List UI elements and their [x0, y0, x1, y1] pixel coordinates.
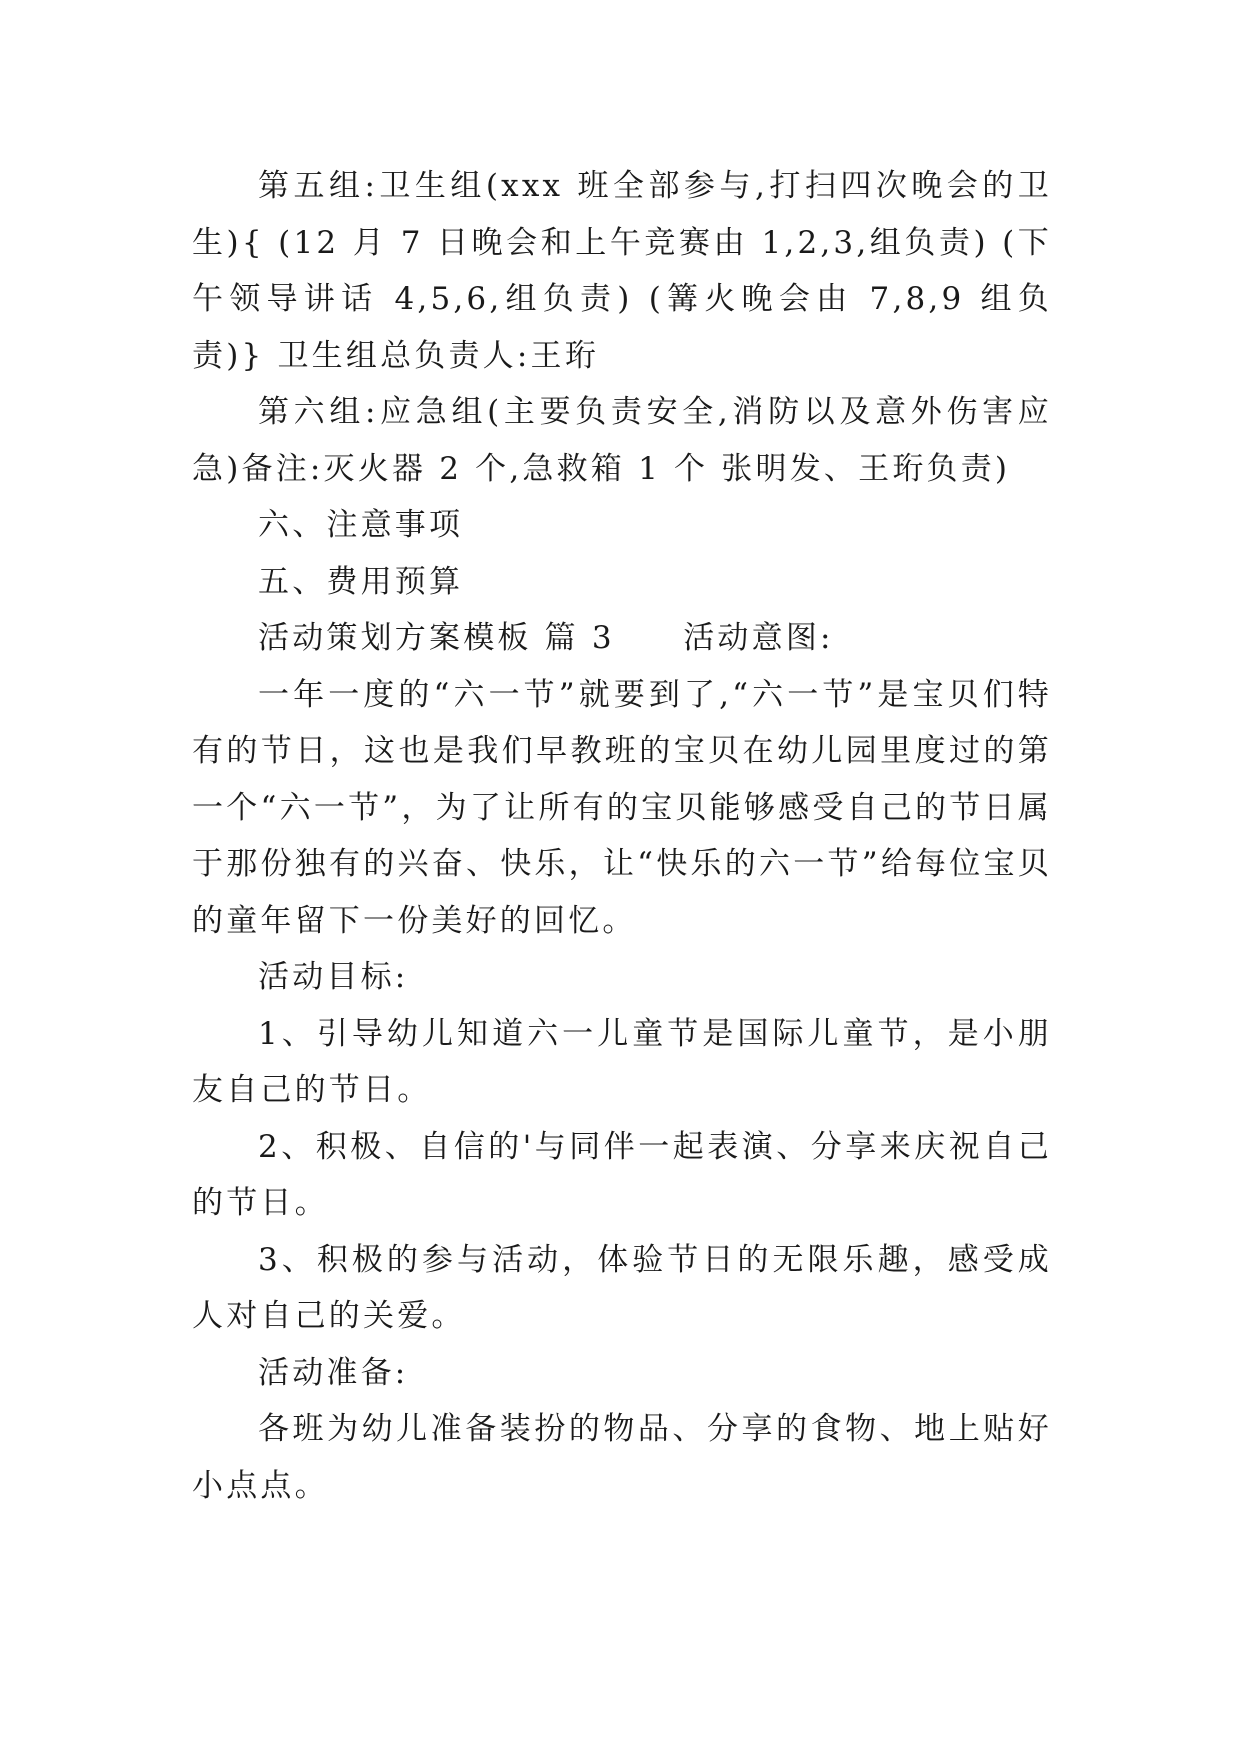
goal-item-2: 2、积极、自信的'与同伴一起表演、分享来庆祝自己的节日。 — [192, 1128, 1052, 1221]
paragraph-emergency-group: 第六组:应急组(主要负责安全,消防以及意外伤害应急)备注:灭火器 2 个,急救箱 1 个 张明发、王珩负责) — [192, 394, 1052, 487]
paragraph-preparation: 各班为幼儿准备装扮的物品、分享的食物、地上贴好小点点。 — [192, 1411, 1052, 1504]
heading-notes: 六、注意事项 — [258, 507, 464, 543]
paragraph-activity-intent: 一年一度的“六一节”就要到了,“六一节”是宝贝们特有的节日，这也是我们早教班的宝贝在幼儿园里度过的第一个“六一节”，为了让所有的宝贝能够感受自己的节日属于那份独有的兴奋、快乐，让“快乐的六一节”给每位宝贝的童年留下一份美好的回忆。 — [192, 676, 1052, 939]
paragraph-hygiene-group: 第五组:卫生组(xxx 班全部参与,打扫四次晚会的卫生){ (12 月 7 日晚会和上午竞赛由 1,2,3,组负责) (下午领导讲话 4,5,6,组负责) (篝火晚会由 7,8,9 组负责)} 卫生组总负责人:王珩 — [192, 168, 1052, 374]
goal-item-1: 1、引导幼儿知道六一儿童节是国际儿童节，是小朋友自己的节日。 — [192, 1015, 1052, 1108]
heading-budget: 五、费用预算 — [258, 563, 464, 600]
heading-activity-goals: 活动目标: — [258, 959, 409, 995]
goal-item-3: 3、积极的参与活动，体验节日的无限乐趣，感受成人对自己的关爱。 — [192, 1241, 1052, 1334]
heading-template-part3: 活动策划方案模板 篇 3 活动意图: — [258, 620, 834, 656]
heading-activity-preparation: 活动准备: — [258, 1354, 409, 1391]
document-body — [192, 158, 1052, 1514]
